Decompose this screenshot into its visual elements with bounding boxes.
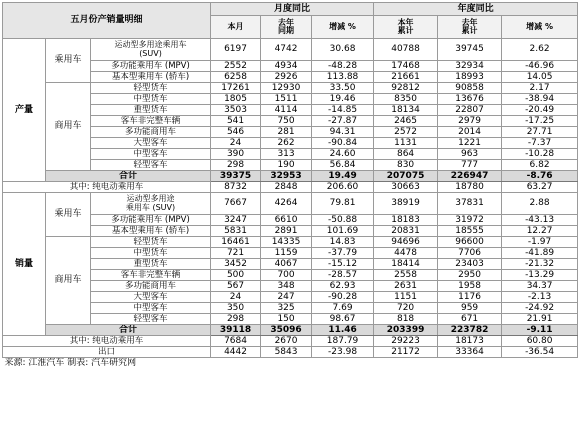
vehicle-type-name: 基本型乘用车 (轿车) (91, 226, 211, 237)
table-row (3, 347, 578, 358)
value-cell-pct2: -17.25 (502, 116, 578, 127)
value-cell-m: 7684 (211, 336, 261, 347)
value-cell-m: 7667 (211, 193, 261, 215)
value-cell-m: 546 (211, 127, 261, 138)
table-row (3, 325, 578, 336)
value-cell-pct: 7.69 (312, 303, 374, 314)
sales-section-label: 销量 (3, 193, 46, 336)
value-cell-lytd: 2950 (438, 270, 502, 281)
value-cell-m: 24 (211, 138, 261, 149)
value-cell-pct2: -41.89 (502, 248, 578, 259)
value-cell-m: 721 (211, 248, 261, 259)
value-cell-ytd: 20831 (374, 226, 438, 237)
value-cell-pct2: -20.49 (502, 105, 578, 116)
table-row (3, 182, 578, 193)
value-cell-ytd: 40788 (374, 39, 438, 61)
value-cell-m: 3247 (211, 215, 261, 226)
value-cell-lytd: 31972 (438, 215, 502, 226)
vehicle-type-name: 中型货车 (91, 248, 211, 259)
commercial-category-label: 商用车 (46, 83, 91, 171)
value-cell-pct: -90.84 (312, 138, 374, 149)
value-cell-lytd: 33364 (438, 347, 502, 358)
value-cell-pct2: -8.76 (502, 171, 578, 182)
value-cell-pct2: 2.88 (502, 193, 578, 215)
value-cell-pct2: -9.11 (502, 325, 578, 336)
value-cell-ly: 2848 (261, 182, 312, 193)
value-cell-pct2: 6.82 (502, 160, 578, 171)
value-cell-pct2: 27.71 (502, 127, 578, 138)
value-cell-pct: -28.57 (312, 270, 374, 281)
value-cell-pct2: 2.17 (502, 83, 578, 94)
value-cell-ly: 4934 (261, 61, 312, 72)
value-cell-pct: -23.98 (312, 347, 374, 358)
value-cell-lytd: 1958 (438, 281, 502, 292)
value-cell-ly: 262 (261, 138, 312, 149)
vehicle-type-name: 多功能乘用车 (MPV) (91, 61, 211, 72)
vehicle-type-name: 大型客车 (91, 292, 211, 303)
value-cell-m: 298 (211, 160, 261, 171)
value-cell-ly: 4114 (261, 105, 312, 116)
value-cell-ytd: 2465 (374, 116, 438, 127)
value-cell-ytd: 21661 (374, 72, 438, 83)
value-cell-pct: 206.60 (312, 182, 374, 193)
value-cell-m: 6197 (211, 39, 261, 61)
vehicle-type-name: 轻型货车 (91, 237, 211, 248)
value-cell-lytd: 2979 (438, 116, 502, 127)
table-row (3, 39, 578, 61)
value-cell-ly: 247 (261, 292, 312, 303)
value-cell-pct: -15.12 (312, 259, 374, 270)
vehicle-type-name: 基本型乘用车 (轿车) (91, 72, 211, 83)
table-row (3, 83, 578, 94)
value-cell-ly: 190 (261, 160, 312, 171)
value-cell-lytd: 13676 (438, 94, 502, 105)
value-cell-lytd: 226947 (438, 171, 502, 182)
value-cell-lytd: 959 (438, 303, 502, 314)
value-cell-m: 39375 (211, 171, 261, 182)
value-cell-pct2: 63.27 (502, 182, 578, 193)
value-cell-pct2: -21.32 (502, 259, 578, 270)
value-cell-pct2: 2.62 (502, 39, 578, 61)
value-cell-pct: 113.88 (312, 72, 374, 83)
value-cell-lytd: 90858 (438, 83, 502, 94)
value-cell-m: 39118 (211, 325, 261, 336)
value-cell-lytd: 22807 (438, 105, 502, 116)
value-cell-pct: 11.46 (312, 325, 374, 336)
table-row (3, 193, 578, 215)
value-cell-pct: 19.49 (312, 171, 374, 182)
value-cell-m: 3503 (211, 105, 261, 116)
vehicle-type-name: 多功能商用车 (91, 127, 211, 138)
passenger-category-label: 乘用车 (46, 193, 91, 237)
value-cell-ly: 5843 (261, 347, 312, 358)
value-cell-ly: 4067 (261, 259, 312, 270)
table-row (3, 237, 578, 248)
vehicle-type-name: 中型客车 (91, 303, 211, 314)
vehicle-type-name: 中型客车 (91, 149, 211, 160)
export-label: 出口 (3, 347, 211, 358)
value-cell-lytd: 23403 (438, 259, 502, 270)
value-cell-m: 1805 (211, 94, 261, 105)
value-cell-lytd: 18780 (438, 182, 502, 193)
column-header-col-change-pct2: 增减 % (502, 16, 578, 39)
value-cell-ly: 2926 (261, 72, 312, 83)
value-cell-m: 567 (211, 281, 261, 292)
value-cell-m: 8732 (211, 182, 261, 193)
column-header-col-last-year-same: 去年 同期 (261, 16, 312, 39)
source-note: 来源: 江淮汽车 制表: 汽车研究网 (4, 358, 137, 368)
total-label: 合计 (46, 325, 211, 336)
vehicle-type-name: 重型货车 (91, 105, 211, 116)
ev-label: 其中: 纯电动乘用车 (3, 182, 211, 193)
value-cell-ytd: 94696 (374, 237, 438, 248)
value-cell-pct: 14.83 (312, 237, 374, 248)
value-cell-ytd: 2631 (374, 281, 438, 292)
value-cell-ytd: 864 (374, 149, 438, 160)
value-cell-pct2: 14.05 (502, 72, 578, 83)
value-cell-lytd: 32934 (438, 61, 502, 72)
value-cell-ytd: 4478 (374, 248, 438, 259)
table-title: 五月份产销量明细 (3, 3, 211, 39)
production-sales-table (2, 2, 578, 369)
value-cell-lytd: 1221 (438, 138, 502, 149)
column-header-col-ytd: 本年 累计 (374, 16, 438, 39)
table-row (3, 358, 578, 370)
value-cell-pct: -48.28 (312, 61, 374, 72)
value-cell-lytd: 18555 (438, 226, 502, 237)
value-cell-lytd: 777 (438, 160, 502, 171)
table-row (3, 336, 578, 347)
value-cell-ytd: 818 (374, 314, 438, 325)
value-cell-ytd: 17468 (374, 61, 438, 72)
vehicle-type-name: 轻型客车 (91, 314, 211, 325)
value-cell-ly: 2670 (261, 336, 312, 347)
value-cell-pct2: -43.13 (502, 215, 578, 226)
value-cell-ytd: 18134 (374, 105, 438, 116)
value-cell-ly: 4264 (261, 193, 312, 215)
value-cell-lytd: 96600 (438, 237, 502, 248)
value-cell-lytd: 1176 (438, 292, 502, 303)
value-cell-pct2: -7.37 (502, 138, 578, 149)
value-cell-lytd: 671 (438, 314, 502, 325)
value-cell-m: 350 (211, 303, 261, 314)
sales-production-table-container (2, 2, 577, 369)
vehicle-type-name: 客车非完整车辆 (91, 116, 211, 127)
vehicle-type-name: 多功能商用车 (91, 281, 211, 292)
value-cell-ytd: 2572 (374, 127, 438, 138)
value-cell-m: 5831 (211, 226, 261, 237)
value-cell-lytd: 37831 (438, 193, 502, 215)
value-cell-m: 298 (211, 314, 261, 325)
value-cell-m: 6258 (211, 72, 261, 83)
value-cell-pct: -90.28 (312, 292, 374, 303)
value-cell-pct: -14.85 (312, 105, 374, 116)
value-cell-pct2: -2.13 (502, 292, 578, 303)
vehicle-type-name: 轻型客车 (91, 160, 211, 171)
table-row (3, 3, 578, 16)
value-cell-ytd: 830 (374, 160, 438, 171)
value-cell-pct2: -38.94 (502, 94, 578, 105)
value-cell-ly: 2891 (261, 226, 312, 237)
month-group-header: 月度同比 (211, 3, 374, 16)
value-cell-ytd: 203399 (374, 325, 438, 336)
value-cell-ytd: 2558 (374, 270, 438, 281)
value-cell-m: 4442 (211, 347, 261, 358)
value-cell-ly: 14335 (261, 237, 312, 248)
value-cell-lytd: 7706 (438, 248, 502, 259)
value-cell-pct: 79.81 (312, 193, 374, 215)
value-cell-ytd: 1151 (374, 292, 438, 303)
value-cell-ytd: 29223 (374, 336, 438, 347)
value-cell-ly: 12930 (261, 83, 312, 94)
value-cell-ly: 6610 (261, 215, 312, 226)
column-header-col-this-month: 本月 (211, 16, 261, 39)
value-cell-m: 541 (211, 116, 261, 127)
value-cell-ly: 348 (261, 281, 312, 292)
value-cell-pct: 19.46 (312, 94, 374, 105)
passenger-category-label: 乘用车 (46, 39, 91, 83)
production-section-label: 产量 (3, 39, 46, 182)
value-cell-lytd: 963 (438, 149, 502, 160)
value-cell-pct: 24.60 (312, 149, 374, 160)
value-cell-ly: 32953 (261, 171, 312, 182)
vehicle-type-name: 运动型多用途乘用车 (SUV) (91, 39, 211, 61)
value-cell-pct2: -10.28 (502, 149, 578, 160)
value-cell-pct2: -24.92 (502, 303, 578, 314)
value-cell-ytd: 30663 (374, 182, 438, 193)
value-cell-ly: 150 (261, 314, 312, 325)
value-cell-lytd: 18173 (438, 336, 502, 347)
year-group-header: 年度同比 (374, 3, 578, 16)
value-cell-pct2: -46.96 (502, 61, 578, 72)
value-cell-pct: 30.68 (312, 39, 374, 61)
value-cell-ly: 4742 (261, 39, 312, 61)
value-cell-lytd: 39745 (438, 39, 502, 61)
vehicle-type-name: 中型货车 (91, 94, 211, 105)
value-cell-pct2: -13.29 (502, 270, 578, 281)
value-cell-ytd: 8350 (374, 94, 438, 105)
value-cell-ly: 281 (261, 127, 312, 138)
value-cell-m: 24 (211, 292, 261, 303)
value-cell-m: 3452 (211, 259, 261, 270)
value-cell-ly: 1511 (261, 94, 312, 105)
value-cell-pct2: 34.37 (502, 281, 578, 292)
value-cell-pct: 94.31 (312, 127, 374, 138)
value-cell-ytd: 21172 (374, 347, 438, 358)
vehicle-type-name: 大型客车 (91, 138, 211, 149)
value-cell-m: 500 (211, 270, 261, 281)
value-cell-pct: -27.87 (312, 116, 374, 127)
total-label: 合计 (46, 171, 211, 182)
value-cell-ytd: 207075 (374, 171, 438, 182)
value-cell-lytd: 2014 (438, 127, 502, 138)
value-cell-pct2: 60.80 (502, 336, 578, 347)
value-cell-lytd: 223782 (438, 325, 502, 336)
value-cell-pct2: -36.54 (502, 347, 578, 358)
value-cell-m: 390 (211, 149, 261, 160)
value-cell-ytd: 720 (374, 303, 438, 314)
value-cell-ly: 325 (261, 303, 312, 314)
value-cell-pct: 187.79 (312, 336, 374, 347)
value-cell-m: 2552 (211, 61, 261, 72)
ev-label: 其中: 纯电动乘用车 (3, 336, 211, 347)
value-cell-pct2: 12.27 (502, 226, 578, 237)
value-cell-ly: 313 (261, 149, 312, 160)
value-cell-pct: 101.69 (312, 226, 374, 237)
value-cell-pct: 62.93 (312, 281, 374, 292)
value-cell-m: 16461 (211, 237, 261, 248)
value-cell-ly: 1159 (261, 248, 312, 259)
value-cell-pct: 98.67 (312, 314, 374, 325)
commercial-category-label: 商用车 (46, 237, 91, 325)
value-cell-lytd: 18993 (438, 72, 502, 83)
vehicle-type-name: 客车非完整车辆 (91, 270, 211, 281)
vehicle-type-name: 多功能乘用车 (MPV) (91, 215, 211, 226)
value-cell-ytd: 18414 (374, 259, 438, 270)
value-cell-pct: 56.84 (312, 160, 374, 171)
vehicle-type-name: 重型货车 (91, 259, 211, 270)
table-row (3, 171, 578, 182)
column-header-col-change-pct: 增减 % (312, 16, 374, 39)
vehicle-type-name: 轻型货车 (91, 83, 211, 94)
vehicle-type-name: 运动型多用途 乘用车 (SUV) (91, 193, 211, 215)
value-cell-pct: -37.79 (312, 248, 374, 259)
value-cell-ytd: 18183 (374, 215, 438, 226)
value-cell-ytd: 92812 (374, 83, 438, 94)
value-cell-pct2: -1.97 (502, 237, 578, 248)
value-cell-ly: 700 (261, 270, 312, 281)
value-cell-pct: -50.88 (312, 215, 374, 226)
value-cell-ly: 35096 (261, 325, 312, 336)
value-cell-pct: 33.50 (312, 83, 374, 94)
value-cell-ytd: 1131 (374, 138, 438, 149)
value-cell-m: 17261 (211, 83, 261, 94)
value-cell-ytd: 38919 (374, 193, 438, 215)
value-cell-ly: 750 (261, 116, 312, 127)
column-header-col-last-year-ytd: 去年 累计 (438, 16, 502, 39)
value-cell-pct2: 21.91 (502, 314, 578, 325)
